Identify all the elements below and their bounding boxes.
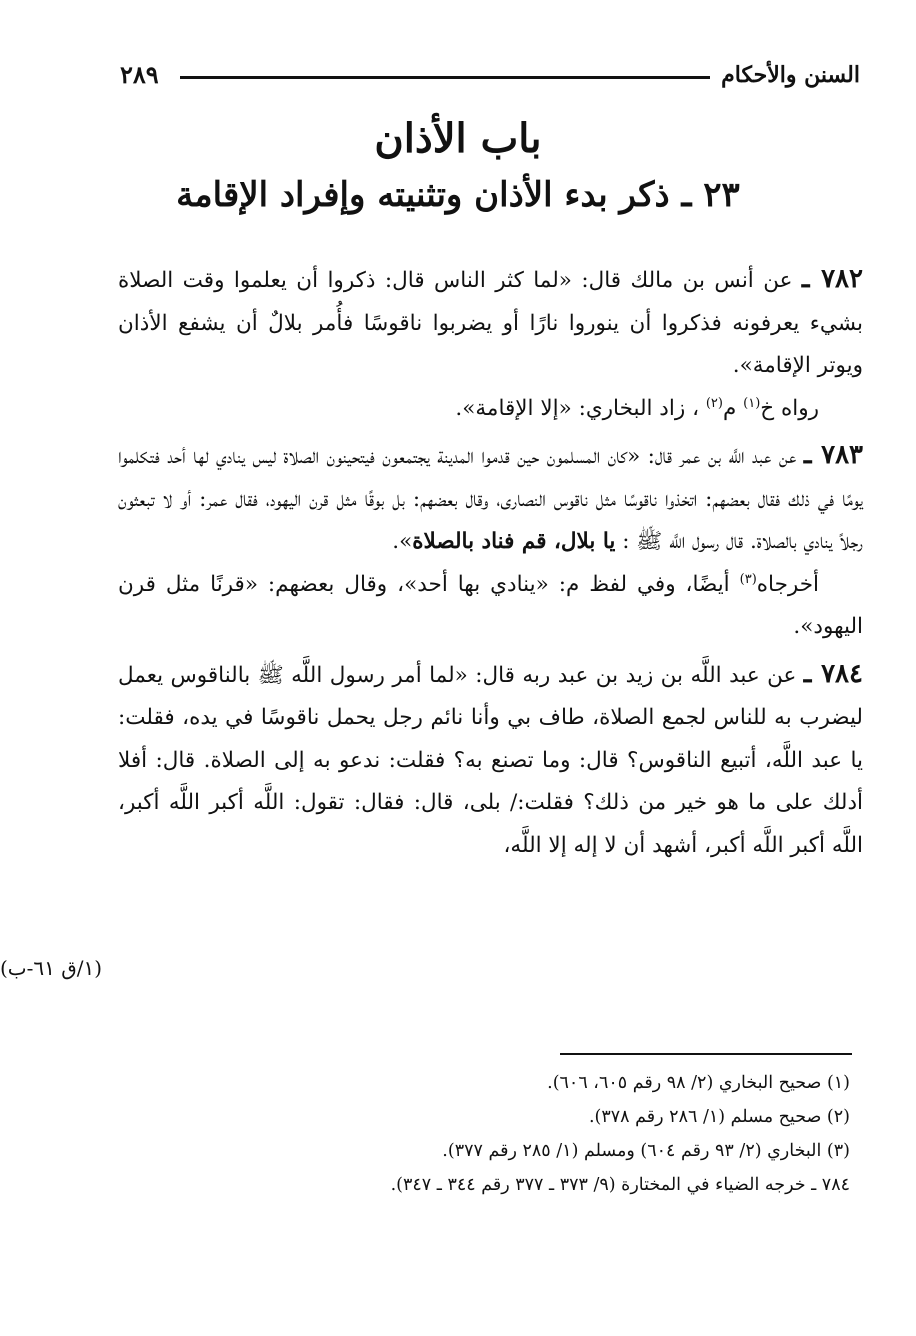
hadith-bold-text: يا بلال، قم فناد بالصلاة: [412, 529, 616, 554]
page-number: ٢٨٩: [120, 60, 159, 89]
hadith-783-note: [118, 564, 863, 649]
hadith-text: عن عبد اللَّه بن عمر قال: «كان المسلمون حين قدموا المدينة يجتمعون فيتحينون الصلاة ليس ينادي لها أحد فتكلموا يومًا في ذلك فقال بعضهم: اتخذوا ناقوسًا مثل ناقوس النصارى، وقال بعضهم: بل بوقًا مثل قرن اليهود، فقال عمر: أو لا تبعثون رجلاً ينادي بالصلاة. قال رسول اللَّه ﷺ :: [118, 444, 863, 554]
section-title: ٢٣ ـ ذكر بدء الأذان وتثنيته وإفراد الإقامة: [176, 175, 740, 215]
hadith-text-end: ».: [392, 529, 413, 554]
running-title: السنن والأحكام: [721, 62, 860, 88]
running-header: [120, 60, 860, 96]
footnote-item: (٢) صحيح مسلم (١/ ٢٨٦ رقم ٣٧٨).: [588, 1107, 850, 1127]
footnote-ref[interactable]: (٣): [739, 571, 757, 587]
hadith-784: [118, 653, 863, 868]
note-text: أخرجاه: [756, 571, 819, 597]
source-text: م: [722, 395, 744, 421]
hadith-number: ٧٨٤ ـ: [803, 658, 863, 689]
footnote-ref[interactable]: (١): [743, 395, 761, 411]
footnote-item: (١) صحيح البخاري (٢/ ٩٨ رقم ٦٠٥، ٦٠٦).: [547, 1073, 850, 1093]
hadith-text: عن أنس بن مالك قال: «لما كثر الناس قال: ذكروا أن يعلموا وقت الصلاة بشيء يعرفونه فذكروا أن ينوروا نارًا أو يضربوا ناقوسًا فأُمر بلالٌ أن يشفع الأذان ويوتر الإقامة».: [118, 268, 863, 378]
header-rule: [180, 76, 710, 79]
footnote-item: (٣) البخاري (٢/ ٩٣ رقم ٦٠٤) ومسلم (١/ ٢٨٥ رقم ٣٧٧).: [442, 1141, 850, 1161]
manuscript-folio-note: (١/ق ٦١-ب): [0, 956, 103, 980]
hadith-783: [118, 434, 863, 564]
hadith-782: [118, 258, 863, 388]
hadith-text: عن عبد اللَّه بن زيد بن عبد ربه قال: «لما أمر رسول اللَّه ﷺ بالناقوس يعمل ليضرب به للناس لجمع الصلاة، طاف بي وأنا نائم رجل يحمل ناقوسًا في يده، فقلت: يا عبد اللَّه، أتبيع الناقوس؟ قال: وما تصنع به؟ فقلت: ندعو به إلى الصلاة. قال: أفلا أدلك على ما هو خير من ذلك؟ فقلت:/ بلى، قال: فقال: تقول: اللَّه أكبر اللَّه أكبر، اللَّه أكبر اللَّه أكبر، أشهد أن لا إله إلا اللَّه،: [118, 662, 863, 858]
source-text: ، زاد البخاري: «إلا الإقامة».: [455, 395, 706, 421]
chapter-title: باب الأذان: [374, 115, 542, 162]
footnotes: [290, 1066, 850, 1202]
page-body: [118, 258, 863, 867]
footnote-ref[interactable]: (٢): [705, 395, 723, 411]
hadith-782-source: [118, 388, 863, 431]
footnote-separator: [560, 1053, 852, 1055]
source-text: رواه خ: [760, 395, 819, 421]
footnote-item: ٧٨٤ ـ خرجه الضياء في المختارة (٩/ ٣٧٣ ـ ٣٧٧ رقم ٣٤٤ ـ ٣٤٧).: [390, 1175, 850, 1195]
note-text: أيضًا، وفي لفظ م: «ينادي بها أحد»، وقال بعضهم: «قرنًا مثل قرن اليهود».: [118, 571, 863, 639]
hadith-number: ٧٨٢ ـ: [801, 264, 863, 294]
hadith-number: ٧٨٣ ـ: [803, 440, 864, 470]
